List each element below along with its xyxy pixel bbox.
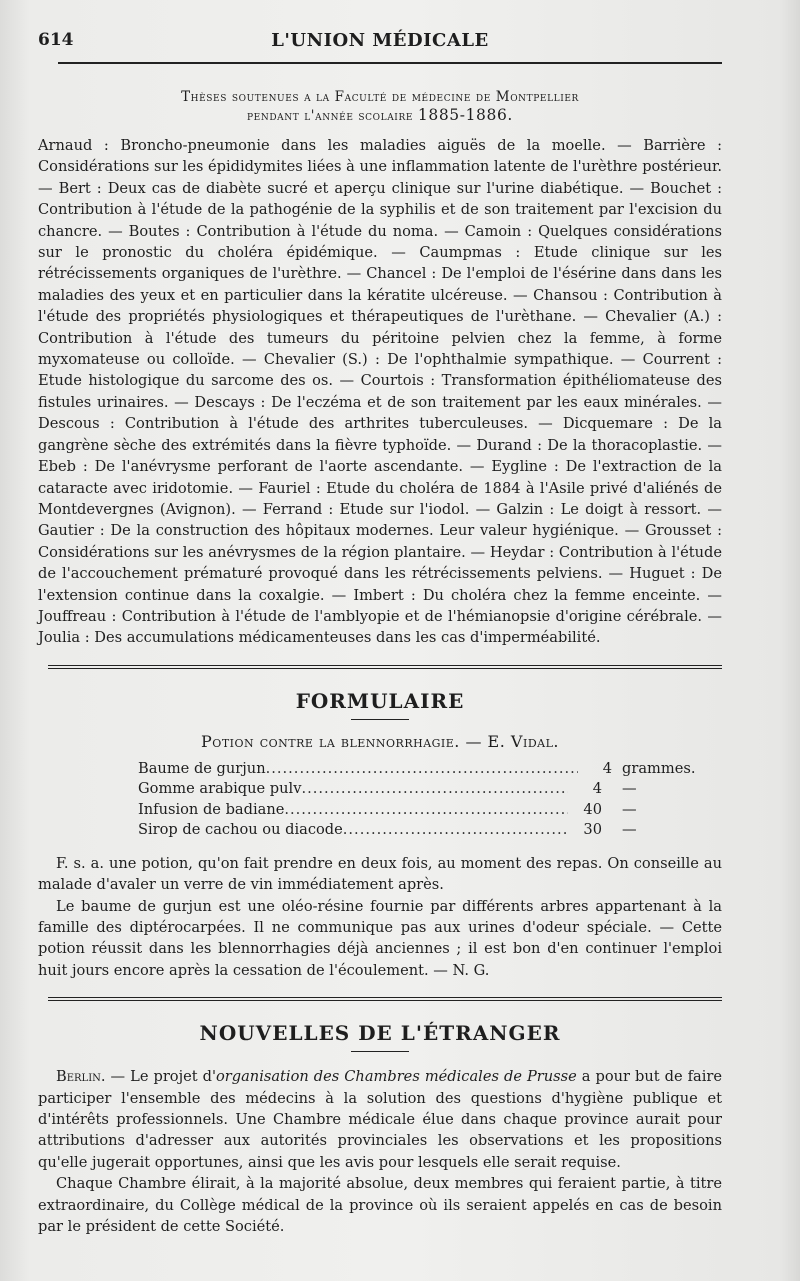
place-name: Berlin. bbox=[56, 1068, 106, 1086]
ingredient-unit: — bbox=[622, 780, 637, 798]
recipe-row bbox=[138, 800, 722, 821]
ingredient-qty: 40 bbox=[583, 800, 602, 818]
page-number: 614 bbox=[38, 30, 74, 50]
recipe-row bbox=[138, 779, 722, 800]
nouvelles-title-rule bbox=[351, 1051, 409, 1052]
formulaire-title: FORMULAIRE bbox=[295, 688, 465, 713]
leader-dots bbox=[343, 820, 568, 841]
page-header bbox=[38, 26, 722, 62]
theses-list bbox=[38, 135, 722, 649]
leader-dots bbox=[284, 800, 568, 821]
ingredient-name: Gomme arabique pulv bbox=[138, 780, 302, 798]
italic-title: organisation des Chambres médicales de Prusse bbox=[216, 1068, 577, 1086]
nouvelles-paragraph bbox=[38, 1066, 722, 1173]
theses-paragraph: Arnaud : Broncho-pneumonie dans les maladies aiguës de la moelle. — Barrière : Considérations sur les épididymites liées à une inflammation latente de l'urèthre postérieur. — Bert : Deux cas de diabète sucré et aperçu clinique sur l'urine diabétique. — Bouchet : Contribution à l'étude de la pathogénie de la syphilis et de son traitement par l'excision du chancre. — Boutes : Contribution à l'étude du noma. — Camoin : Quelques considérations sur le pronostic du choléra épidémique. — Caumpmas : Etude clinique sur les rétrécissements organiques de l'urèthre. — Chancel : De l'emploi de l'ésérine dans dans les maladies des yeux et en particulier dans la kératite ulcéreuse. — Chansou : Contribution à l'étude des propriétés physiologiques et thérapeutiques de l'urèthane. — Chevalier (A.) : Contribution à l'étude des tumeurs du péritoine pelvien chez la femme, à forme myxomateuse ou colloïde. — Chevalier (S.) : De l'ophthalmie sympathique. — Courrent : Etude histologique du sarcome des os. — Courtois : Transformation épithéliomateuse des fistules urinaires. — Descays : De l'eczéma et de son traitement par les eaux minérales. — Descous : Contribution à l'étude des arthrites tuberculeuses. — Dicquemare : De la gangrène sèche des extrémités dans la fièvre typhoïde. — Durand : De la thoracoplastie. — Ebeb : De l'anévrysme perforant de l'aorte ascendante. — Eygline : De l'extraction de la cataracte avec iridotomie. — Fauriel : Etude du choléra de 1884 à l'Asile privé d'aliénés de Montdevergnes (Avignon). — Ferrand : Etude sur l'iodol. — Galzin : Le doigt à ressort. — Gautier : De la construction des hôpitaux modernes. Leur valeur hygiénique. — Grousset : Considérations sur les anévrysmes de la région plantaire. — Heydar : Contribution à l'étude de l'accouchement prématuré provoqué dans les rétrécissements pelviens. — Huguet : De l'extension continue dans la coxalgie. — Imbert : Du choléra chez la femme enceinte. — Jouffreau : Contribution à l'étude de l'amblyopie et de l'hémianopsie d'origine cérébrale. — Joulia : Des accumulations médicamenteuses dans les cas d'imperméabilité. bbox=[38, 137, 722, 647]
theses-heading-line2: pendant l'année scolaire bbox=[247, 108, 413, 124]
formulaire-title-rule bbox=[351, 719, 409, 720]
ingredient-unit: — bbox=[622, 821, 637, 839]
potion-title: Potion contre la blennorrhagie. — E. Vidal. bbox=[201, 731, 559, 751]
theses-heading-line2-wrap bbox=[38, 106, 722, 125]
formulaire-paragraph: Le baume de gurjun est une oléo-résine fournie par différents arbres appartenant à la famille des diptérocarpées. Il ne communique pas aux urines d'odeur spéciale. — Cette potion réussit dans les blennorrhagies déjà anciennes ; il est bon d'en continuer l'emploi huit jours encore après la cessation de l'écoulement. — N. G. bbox=[38, 897, 722, 979]
theses-heading bbox=[38, 88, 722, 125]
ingredient-qty: 4 bbox=[592, 780, 602, 798]
ingredient-qty: 4 bbox=[602, 759, 612, 777]
recipe-list bbox=[138, 759, 722, 841]
section-divider bbox=[48, 665, 722, 669]
theses-heading-year: 1885-1886. bbox=[417, 106, 513, 124]
ingredient-unit: — bbox=[622, 800, 637, 818]
text-run: — Le projet d' bbox=[105, 1068, 216, 1086]
formulaire-text bbox=[38, 853, 722, 981]
ingredient-name: Infusion de badiane bbox=[138, 800, 285, 818]
ingredient-name: Baume de gurjun bbox=[138, 759, 266, 777]
theses-heading-line1: Thèses soutenues a la Faculté de médecine de Montpellier bbox=[181, 89, 579, 105]
nouvelles-paragraph: Chaque Chambre élirait, à la majorité absolue, deux membres qui feraient partie, à titre extraordinaire, du Collège médical de la province où ils seraient appelés en cas de besoin par le président de cette Société. bbox=[38, 1175, 722, 1236]
formulaire-paragraph: F. s. a. une potion, qu'on fait prendre en deux fois, au moment des repas. On conseille au malade d'avaler un verre de vin immédiatement après. bbox=[38, 854, 722, 894]
leader-dots bbox=[266, 759, 578, 780]
nouvelles-text bbox=[38, 1066, 722, 1237]
leader-dots bbox=[301, 779, 568, 800]
ingredient-name: Sirop de cachou ou diacode bbox=[138, 821, 343, 839]
recipe-row bbox=[138, 820, 722, 841]
recipe-row bbox=[138, 759, 722, 780]
text-run: a pour but de faire participer l'ensemble des médecins à la solution des questions d'hygiène publique et d'intérêts professionnels. Une Chambre médicale élue dans chaque province aurait pour attributions d'adresser aux autorités provinciales les observations et les propositions qu'elle jugerait opportunes, ainsi que les avis pour lesquels elle serait requise. bbox=[38, 1068, 722, 1171]
running-title: L'UNION MÉDICALE bbox=[271, 30, 489, 51]
header-rule bbox=[58, 62, 722, 64]
nouvelles-title: NOUVELLES DE L'ÉTRANGER bbox=[199, 1021, 561, 1046]
ingredient-unit: grammes. bbox=[622, 759, 696, 777]
section-divider bbox=[48, 997, 722, 1001]
ingredient-qty: 30 bbox=[583, 821, 602, 839]
